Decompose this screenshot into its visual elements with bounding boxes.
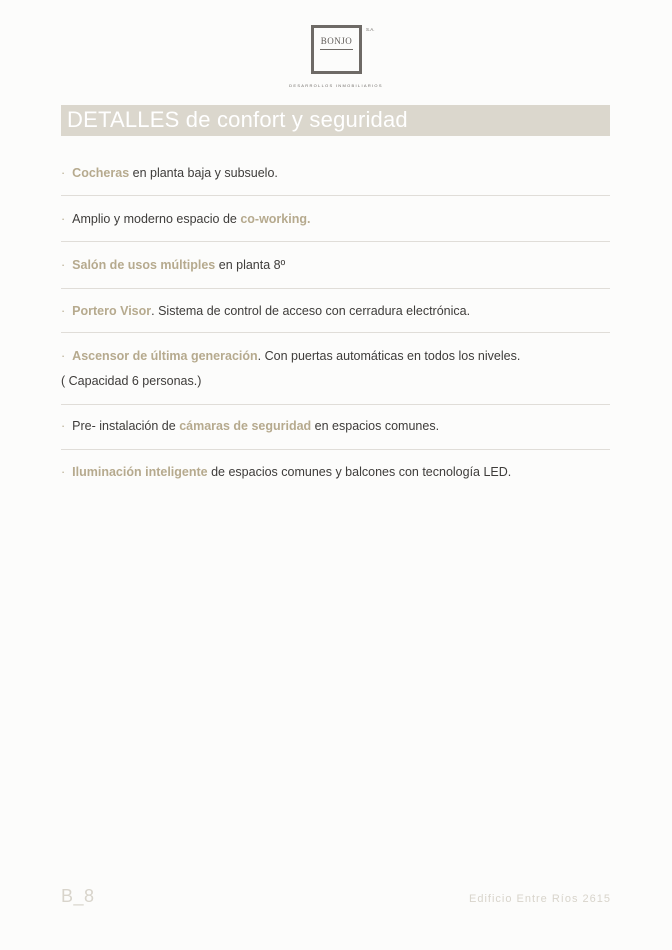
bullet: · [61, 258, 66, 272]
item-text: Amplio y moderno espacio de [72, 212, 241, 226]
bullet: · [61, 349, 66, 363]
logo-rule [320, 49, 353, 50]
bullet: · [61, 465, 66, 479]
list-item-salon [61, 253, 610, 277]
item-text: de espacios comunes y balcones con tecnología LED. [207, 465, 512, 479]
list-item-camaras [61, 414, 610, 438]
footer-building-name: Edificio Entre Ríos 2615 [468, 893, 611, 905]
divider [61, 195, 610, 196]
page-number: B_8 [61, 886, 95, 906]
company-logo [311, 25, 362, 74]
item-highlight: co-working. [240, 212, 311, 226]
item-text: ( Capacidad 6 personas.) [61, 374, 202, 388]
logo-tagline: DESARROLLOS INMOBILIARIOS [289, 83, 383, 88]
item-text: Pre- instalación de [72, 419, 180, 433]
item-text: . Con puertas automáticas en todos los niveles. [257, 349, 521, 363]
list-item-coworking [61, 207, 610, 231]
list-item-portero [61, 299, 610, 323]
item-highlight: Portero Visor [72, 304, 152, 318]
bullet: · [61, 419, 66, 433]
list-item-ascensor-capacity [61, 369, 610, 393]
list-item-cocheras [61, 161, 610, 185]
item-text: en espacios comunes. [311, 419, 440, 433]
list-item-ascensor [61, 344, 610, 368]
section-title-band [61, 105, 610, 136]
divider [61, 241, 610, 242]
divider [61, 288, 610, 289]
bullet: · [61, 166, 66, 180]
item-highlight: Ascensor de última generación [72, 349, 258, 363]
item-highlight: cámaras de seguridad [179, 419, 312, 433]
divider [61, 404, 610, 405]
divider [61, 449, 610, 450]
bullet: · [61, 212, 66, 226]
item-highlight: Salón de usos múltiples [72, 258, 216, 272]
divider [61, 332, 610, 333]
logo-suffix: S.A. [366, 27, 375, 32]
logo-name: BONJO [320, 36, 353, 46]
item-text: en planta 8º [215, 258, 286, 272]
item-text: . Sistema de control de acceso con cerradura electrónica. [151, 304, 471, 318]
bullet: · [61, 304, 66, 318]
item-highlight: Cocheras [72, 166, 130, 180]
section-title: DETALLES de confort y seguridad [67, 107, 408, 132]
list-item-iluminacion [61, 460, 610, 484]
item-highlight: Iluminación inteligente [72, 465, 208, 479]
item-text: en planta baja y subsuelo. [129, 166, 278, 180]
